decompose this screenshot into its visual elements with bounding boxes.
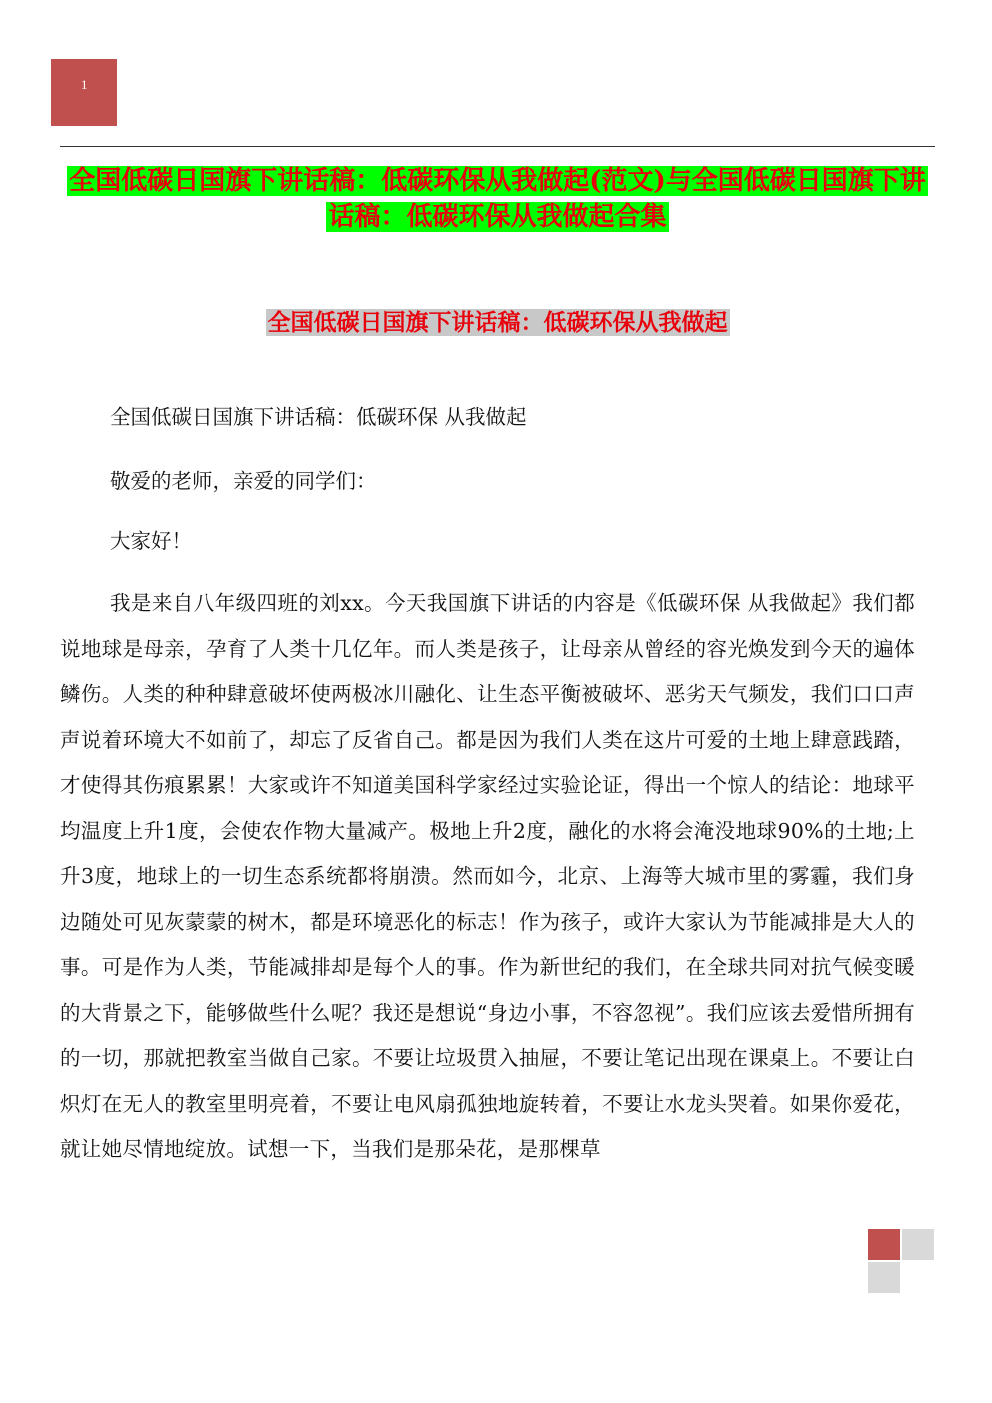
speech-title-line: 全国低碳日国旗下讲话稿：低碳环保 从我做起 xyxy=(110,405,527,429)
header-divider xyxy=(60,146,935,147)
main-paragraph: 我是来自八年级四班的刘xx。今天我国旗下讲话的内容是《低碳环保 从我做起》我们都说地球是母亲，孕育了人类十几亿年。而人类是孩子，让母亲从曾经的容光焕发到今天的遍体鳞伤。人类的种种肆意破坏使两极冰川融化、让生态平衡被破坏、恶劣天气频发，我们口口声声说着环境大不如前了，却忘了反省自己。都是因为我们人类在这片可爱的土地上肆意践踏，才使得其伤痕累累！大家或许不知道美国科学家经过实验论证，得出一个惊人的结论：地球平均温度上升1度，会使农作物大量减产。极地上升2度，融化的水将会淹没地球90%的土地;上升3度，地球上的一切生态系统都将崩溃。然而如今，北京、上海等大城市里的雾霾，我们身边随处可见灰蒙蒙的树木，都是环境恶化的标志！作为孩子，或许大家认为节能减排是大人的事。可是作为人类，节能减排却是每个人的事。作为新世纪的我们，在全球共同对抗气候变暖的大背景之下，能够做些什么呢？我还是想说“身边小事，不容忽视”。我们应该去爱惜所拥有的一切，那就把教室当做自己家。不要让垃圾贯入抽屉，不要让笔记出现在课桌上。不要让白炽灯在无人的教室里明亮着，不要让电风扇孤独地旋转着，不要让水龙头哭着。如果你爱花，就让她尽情地绽放。试想一下，当我们是那朵花，是那棵草 xyxy=(60,591,915,1161)
page-number-box xyxy=(51,59,117,126)
corner-decoration-red xyxy=(868,1229,900,1260)
greeting-line: 大家好！ xyxy=(110,529,192,553)
corner-decoration-gray xyxy=(868,1262,900,1293)
page-number: 1 xyxy=(81,77,88,92)
document-title xyxy=(60,163,935,235)
salutation-line: 敬爱的老师，亲爱的同学们： xyxy=(110,469,377,493)
section-heading-text: 全国低碳日国旗下讲话稿：低碳环保从我做起 xyxy=(267,309,728,336)
document-title-text: 全国低碳日国旗下讲话稿：低碳环保从我做起(范文)与全国低碳日国旗下讲话稿：低碳环保从我做起合集 xyxy=(69,166,926,232)
corner-decoration-gray xyxy=(902,1229,934,1260)
section-heading xyxy=(60,307,935,339)
